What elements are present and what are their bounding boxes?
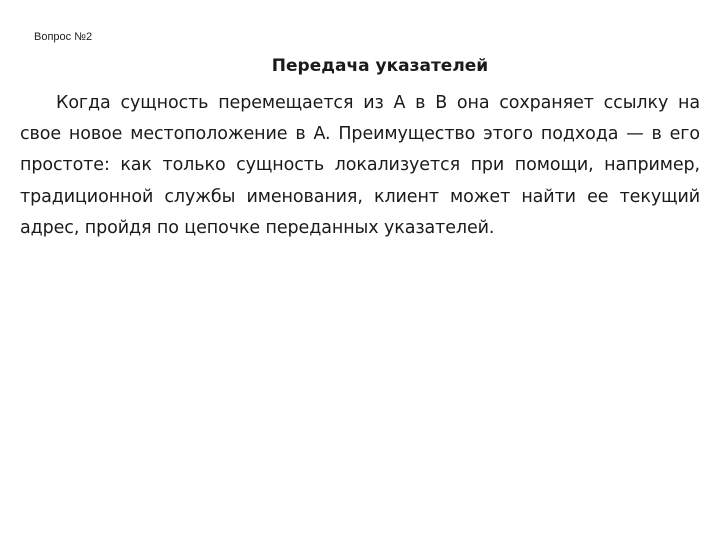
body-paragraph: Когда сущность перемещается из A в B она сохраняет ссылку на свое новое местоположение в A. Преимущество этого подхода — в его простоте: как только сущность локализуется при помощи, например, традиционной службы именования, клиент может найти ее текущий адрес, пройдя по цепочке переданных указателей.: [20, 93, 700, 238]
question-number-label: Вопрос №2: [34, 31, 93, 43]
slide-title: Передача указателей: [271, 56, 489, 76]
